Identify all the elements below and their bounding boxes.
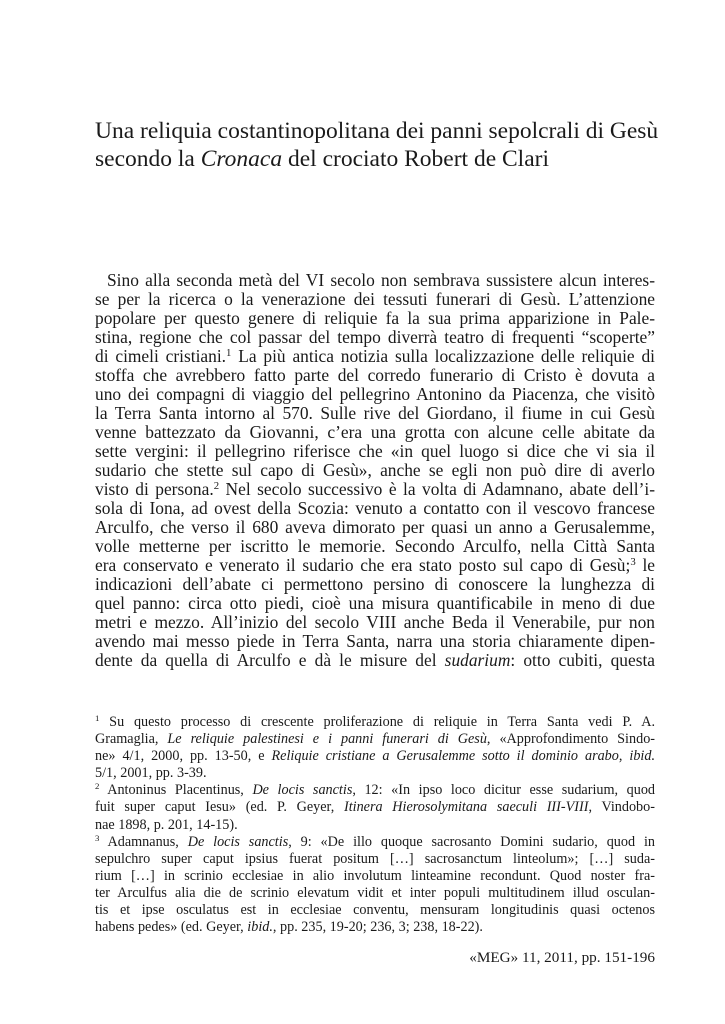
title-emphasis: Cronaca <box>200 146 283 172</box>
body-line: dente da quella di Arculfo e dà le misure del sudarium: otto cubiti, questa <box>95 650 656 670</box>
body-line: se per la ricerca o la venerazione dei tessuti funerari di Gesù. L’attenzione <box>95 289 655 309</box>
body-line: quel panno: circa otto piedi, cioè una misura quantificabile in meno di due <box>95 593 655 613</box>
body-line: sudario che stette sul capo di Gesù», anche se egli non può dire di averlo <box>95 460 655 480</box>
footnote-line: ne» 4/1, 2000, pp. 13-50, e Reliquie cristiane a Gerusalemme sotto il dominio arabo, ibid. <box>95 748 656 765</box>
footnote-number: 2 <box>95 781 100 792</box>
body-line: metri e mezzo. All’inizio del secolo VIII anche Beda il Venerabile, pur non <box>95 612 655 632</box>
footnote-line: tis et ipse osculatus est in ecclesiae conventu, mensuram longitudinis quasi octenos <box>95 902 655 919</box>
body-line: sola di Iona, ad ovest della Scozia: venuto a contatto con il vescovo francese <box>95 498 655 518</box>
footnote-ref: 3 <box>630 556 636 569</box>
body-line: popolare per questo genere di reliquie fa la sua prima apparizione in Pale- <box>95 308 655 328</box>
body-line: Arculfo, che verso il 680 aveva dimorato per quasi un anno a Gerusalemme, <box>95 517 655 537</box>
title-line-1: Una reliquia costantinopolitana dei panni sepolcrali di Gesù <box>95 118 659 144</box>
journal-citation: «MEG» 11, 2011, pp. 151-196 <box>469 949 655 966</box>
footnote-line: nae 1898, p. 201, 14-15). <box>95 816 238 833</box>
footnote-line: 5/1, 2001, pp. 3-39. <box>95 765 207 782</box>
body-line: indicazioni dell’abate ci permettono persino di conoscere la lunghezza di <box>95 574 655 594</box>
body-line: stina, regione che col passar del tempo diverrà teatro di frequenti “scoperte” <box>95 327 655 347</box>
body-line: Sino alla seconda metà del VI secolo non sembrava sussistere alcun interes- <box>107 270 655 290</box>
footnote-ref: 2 <box>213 480 220 493</box>
body-line: di cimeli cristiani.$^1$ La più antica notizia sulla localizzazione delle reliquie di <box>95 346 655 366</box>
article-title <box>95 117 659 173</box>
footnote-number: 1 <box>95 713 100 724</box>
body-line: stoffa che avrebbero fatto parte del corredo funerario di Cristo è dovuta a <box>95 365 655 385</box>
footnote-line: $^1$ Su questo processo di crescente proliferazione di reliquie in Terra Santa vedi P. A. <box>95 713 655 730</box>
footnote-line: fuit super caput Iesu» (ed. P. Geyer, Itinera Hierosolymitana saeculi III-VIII, Vindobo- <box>95 799 655 816</box>
body-line: era conservato e venerato il sudario che era stato posto sul capo di Gesù;$^3$ le <box>95 555 655 575</box>
body-line: la Terra Santa intorno al 570. Sulle rive del Giordano, il fiume in cui Gesù <box>95 403 655 423</box>
body-line: avendo mai messo piede in Terra Santa, narra una storia chiaramente dipen- <box>95 631 655 651</box>
footnote-line: $^2$ Antoninus Placentinus, De locis sanctis, 12: «In ipso loco dicitur esse sudarium, quod <box>95 781 656 799</box>
footnote-line: ter Arculfus alia die de scrinio elevatum vidit et inter populi multitudinem illud osculan- <box>95 884 655 901</box>
footnote-number: 3 <box>95 832 100 843</box>
footnote-line: habens pedes» (ed. Geyer, ibid., pp. 235, 19-20; 236, 3; 238, 18-22). <box>95 919 483 936</box>
footnote-line: Gramaglia, Le reliquie palestinesi e i panni funerari di Gesù, «Approfondimento Sindo- <box>95 731 656 748</box>
body-line: venne battezzato da Giovanni, c’era una grotta con alcune celle abitate da <box>95 422 655 442</box>
body-text <box>95 271 655 670</box>
footnote-line: $^3$ Adamnanus, De locis sanctis, 9: «De illo quoque sacrosanto Domini sudario, quod in <box>95 832 655 850</box>
footnote-line: rium […] in scrinio ecclesiae in alio involutum linteamine recondunt. Quod noster fra- <box>95 867 655 884</box>
footnote-line: sepulchro super caput ipsius fuerat positum […] sacrosanctum linteolum»; […] suda- <box>95 850 655 867</box>
body-line: uno dei compagni di viaggio del pellegrino Antonino da Piacenza, che visitò <box>95 384 655 404</box>
body-line: visto di persona.$^2$ Nel secolo successivo è la volta di Adamnano, abate dell’i- <box>95 479 656 499</box>
body-line: sette vergini: il pellegrino riferisce che «in quel luogo si dice che vi sia il <box>95 441 655 461</box>
footnote-ref: 1 <box>226 347 232 360</box>
footnotes <box>95 714 655 936</box>
title-line-2: secondo la Cronaca del crociato Robert de Clari <box>95 146 549 172</box>
body-line: volle metterne per iscritto le memorie. Secondo Arculfo, nella Città Santa <box>95 536 655 556</box>
